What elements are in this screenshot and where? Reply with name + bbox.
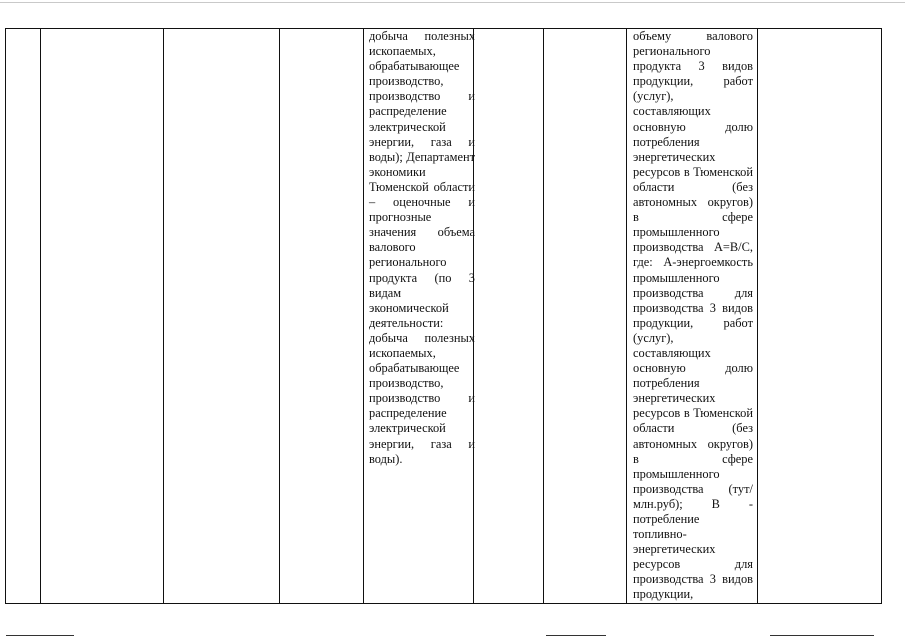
- column-divider: [626, 29, 627, 603]
- scan-artifact-bottom: [6, 635, 74, 636]
- table-fragment: [5, 28, 882, 604]
- column-divider: [163, 29, 164, 603]
- column-divider: [543, 29, 544, 603]
- scan-artifact-bottom: [546, 635, 606, 636]
- column-divider: [40, 29, 41, 603]
- column-divider: [279, 29, 280, 603]
- column-divider: [757, 29, 758, 603]
- column-divider: [363, 29, 364, 603]
- method-cell-text: объему валового регионального продукта 3 видов продукции, работ (услуг), составляющих основную долю потребления энергетических ресурсов в Тюменской области (без автономных округов) в сфере промышленного производства А=В/С, где: А-энергоемкость промышленного производства для производства 3 видов продукции, работ (услуг), составляющих основную долю потребления энергетических ресурсов в Тюменской области (без автономных округов) в сфере промышленного производства (тут/млн.руб); В - потребление топливно-энергетических ресурсов для производства 3 видов продукции,: [633, 29, 753, 602]
- source-cell-text: добыча полезных ископаемых, обрабатывающее производство, производство и распределение электрической энергии, газа и воды); Департамент экономики Тюменской области – оценочные и прогнозные значения объема валового регионального продукта (по 3 видам экономической деятельности: добыча полезных ископаемых, обрабатывающее производство, производство и распределение электрической энергии, газа и воды).: [369, 29, 475, 466]
- scan-artifact-top: [0, 2, 905, 3]
- scan-artifact-bottom: [770, 635, 874, 636]
